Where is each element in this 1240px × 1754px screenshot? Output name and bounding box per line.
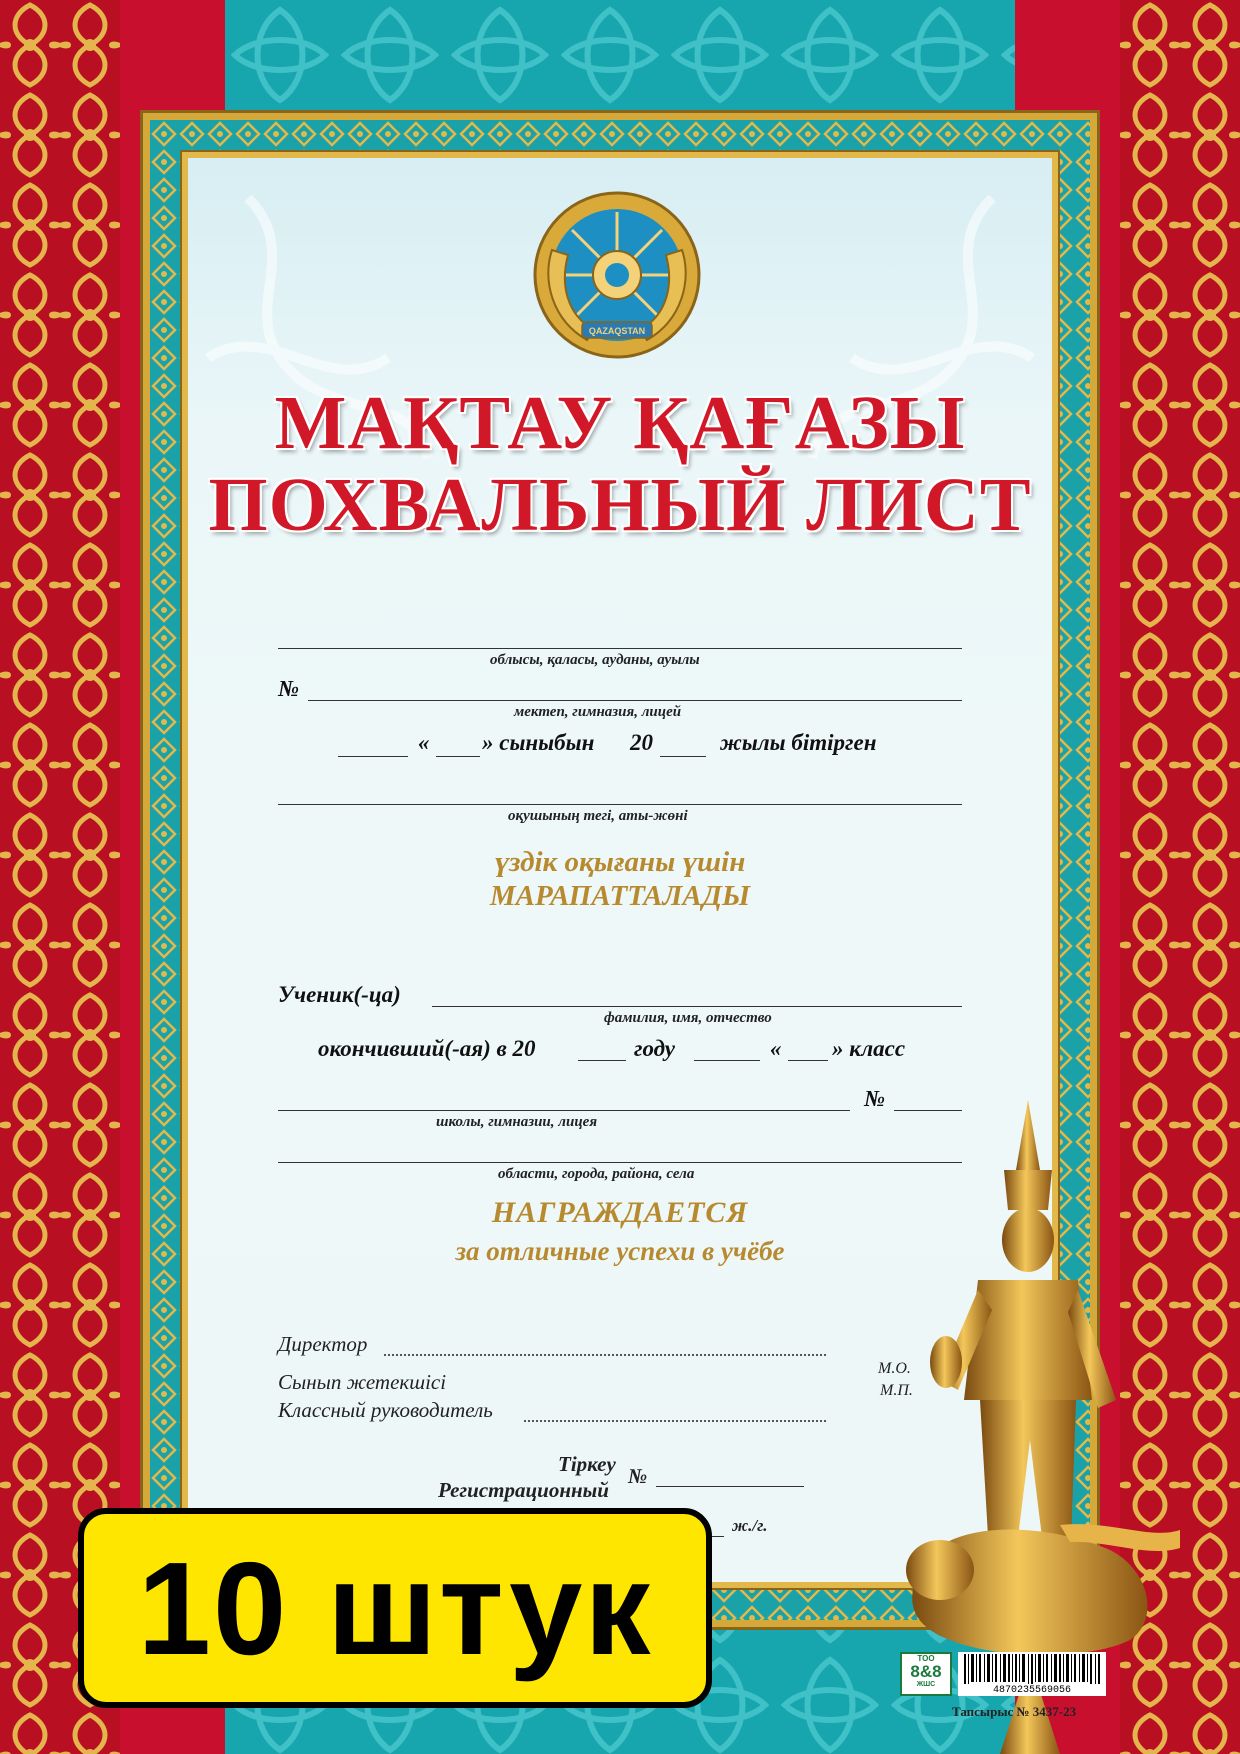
director-signature-line[interactable] [384,1354,826,1356]
class-teacher-label-ru: Классный руководитель [278,1398,493,1422]
barcode [958,1652,1106,1696]
graduated-label-kz: жылы бітірген [720,730,877,755]
class-teacher-label-kz: Сынып жетекшісі [278,1370,447,1394]
school-caption-ru: школы, гимназии, лицея [436,1114,598,1130]
left-ornament-border [0,0,120,1754]
award-line2-kz: МАРАПАТТАЛАДЫ [489,880,751,912]
school-line-ru[interactable] [278,1110,850,1111]
name-caption-ru: фамилия, имя, отчество [604,1010,772,1026]
student-label-ru: Ученик(-ца) [278,982,401,1007]
student-caption-kz: оқушының тегі, аты-жөні [508,808,688,824]
year-prefix-kz: 20 [630,730,653,755]
year-word-ru: году [634,1036,676,1061]
school-caption-kz: мектеп, гимназия, лицей [514,704,682,720]
registration-number-sign: № [628,1464,648,1488]
finished-label-ru: окончивший(-ая) в 20 [318,1036,536,1061]
region-line-kz[interactable] [278,648,962,649]
region-caption-kz: облысы, қаласы, ауданы, ауылы [490,652,700,668]
quantity-badge-text: 10 штук [137,1534,653,1682]
class-number-blank-kz[interactable] [338,756,408,757]
barcode-digits: 4870235569056 [958,1685,1106,1696]
class-label-kz: » сыныбын [482,730,595,755]
class-label-ru: » класс [832,1036,906,1061]
region-line-ru[interactable] [278,1162,962,1163]
stamp-label-kz: М.О. [878,1360,911,1377]
class-letter-blank-ru[interactable] [788,1060,828,1061]
region-caption-ru: области, города, района, села [498,1166,695,1182]
emblem-text: QAZAQSTAN [588,326,646,336]
school-line-kz[interactable] [308,700,962,701]
class-open-quote-kz: « [418,730,430,755]
registration-label-kz: Тіркеу [558,1452,616,1476]
school-number-sign-ru: № [864,1086,886,1111]
quantity-badge [78,1508,712,1708]
student-name-line-kz[interactable] [278,804,962,805]
year-blank-ru[interactable] [578,1060,626,1061]
class-teacher-signature-line[interactable] [524,1420,826,1422]
class-letter-blank-kz[interactable] [436,756,480,757]
publisher-logo-top: ТОО [917,1654,935,1663]
kazakhstan-state-emblem-icon [532,190,702,360]
stamp-label-ru: М.П. [880,1382,913,1399]
year-blank-kz[interactable] [660,756,706,757]
class-number-blank-ru[interactable] [694,1060,760,1061]
publisher-logo [900,1652,952,1696]
school-number-sign-kz: № [278,676,300,701]
registration-number-line[interactable] [656,1486,804,1487]
title-kazakh: МАҚТАУ ҚАҒАЗЫ [274,381,966,465]
publisher-logo-main: 8&8 [910,1662,942,1681]
class-open-quote-ru: « [770,1036,782,1061]
registration-label-ru: Регистрационный [438,1478,609,1502]
award-line1-kz: үздік оқығаны үшін [494,846,746,878]
award-line2-ru: за отличные успехи в учёбе [455,1236,785,1266]
barcode-icon [958,1652,1106,1684]
title-russian: ПОХВАЛЬНЫЙ ЛИСТ [208,463,1032,547]
order-number: Тапсырыс № 3437-23 [952,1704,1077,1719]
publisher-logo-bottom: ЖШС [916,1681,936,1688]
registration-date-suffix: ж./г. [732,1516,768,1535]
award-line1-ru: НАГРАЖДАЕТСЯ [491,1196,749,1229]
student-name-line-ru[interactable] [432,1006,962,1007]
director-label: Директор [278,1332,368,1356]
